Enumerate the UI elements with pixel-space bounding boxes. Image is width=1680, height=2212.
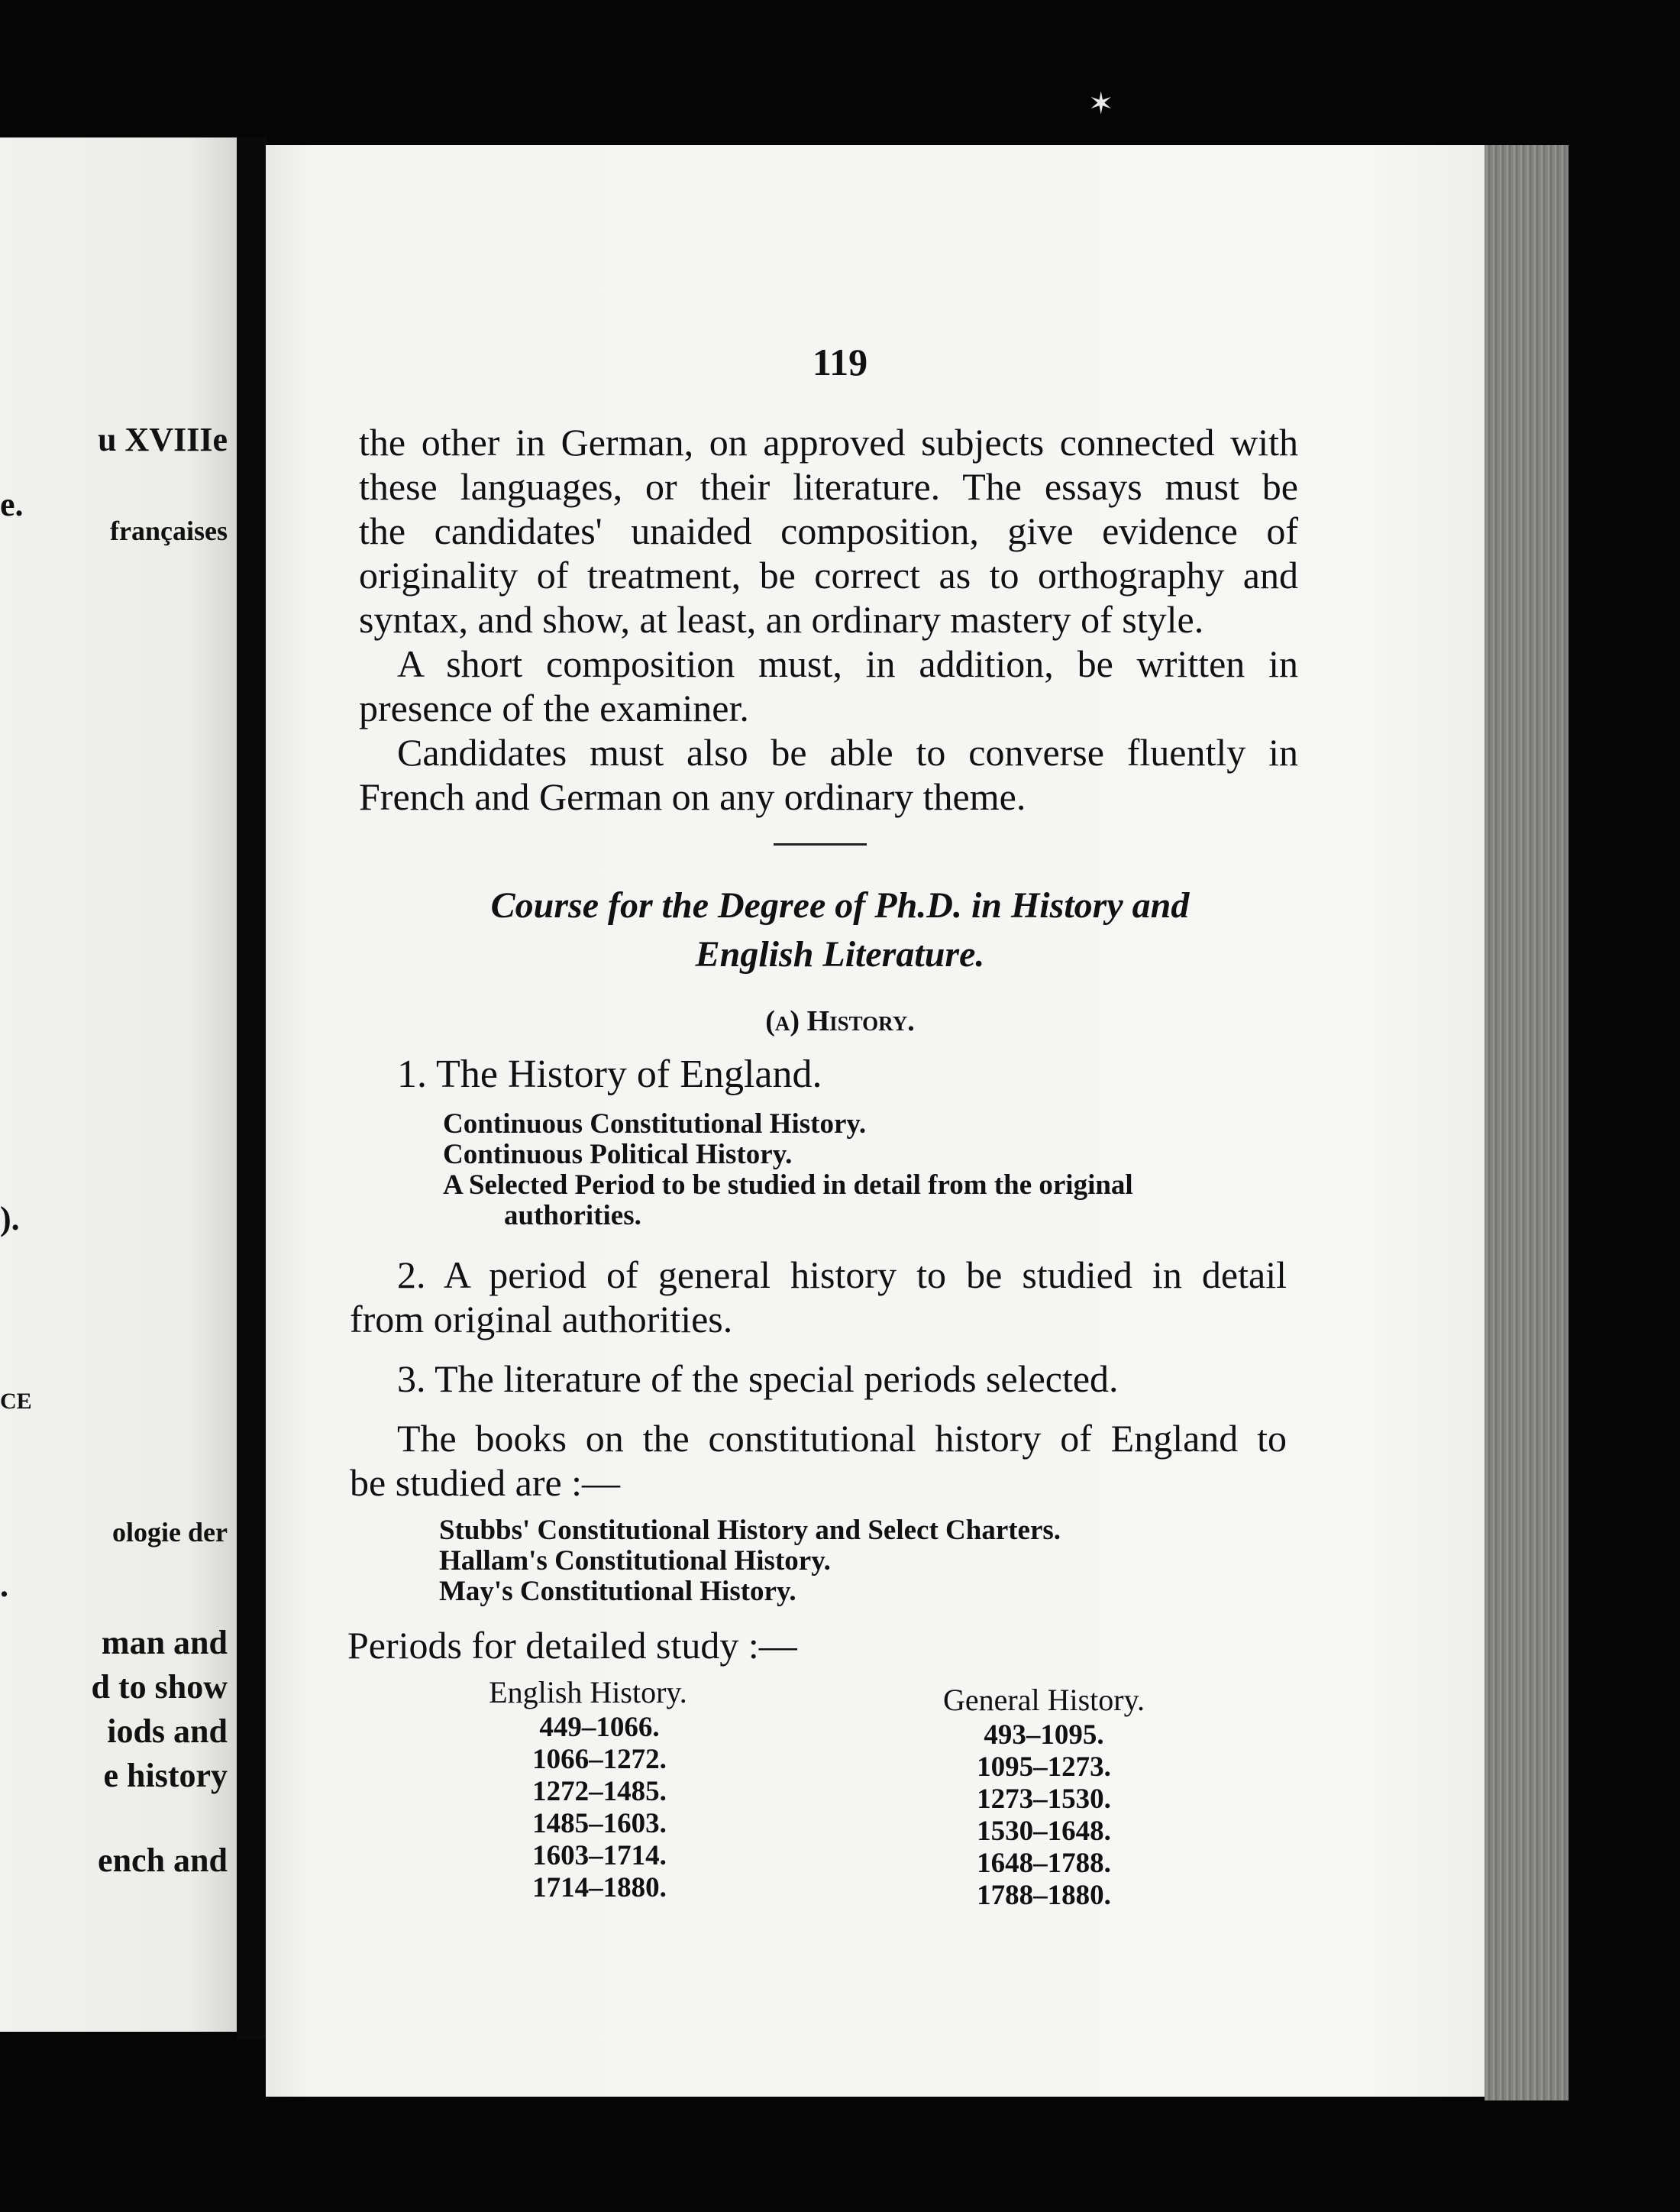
left-page-line: françaises — [110, 516, 228, 546]
left-page-line: e. — [0, 486, 24, 523]
left-page-line: . — [0, 1567, 8, 1604]
books-intro-line: The books on the constitutional history of England to — [397, 1417, 1287, 1460]
left-page-line: ). — [0, 1200, 20, 1237]
book-item: May's Constitutional History. — [439, 1576, 796, 1607]
english-period: 1272–1485. — [532, 1776, 667, 1807]
item-2-line: from original authorities. — [350, 1298, 733, 1340]
general-period: 1530–1648. — [977, 1816, 1111, 1847]
general-history-header: General History. — [943, 1683, 1145, 1717]
item-1-sub: A Selected Period to be studied in detail from the original — [443, 1169, 1133, 1201]
course-heading: English Literature. — [695, 934, 985, 975]
book-item: Stubbs' Constitutional History and Select Charters. — [439, 1515, 1061, 1546]
english-period: 449–1066. — [539, 1712, 660, 1743]
english-period: 1714–1880. — [532, 1872, 667, 1903]
left-page-line: ench and — [98, 1842, 228, 1879]
left-page-line: d to show — [91, 1668, 228, 1706]
left-facing-page — [0, 137, 237, 2032]
english-period: 1485–1603. — [532, 1808, 667, 1839]
left-page-line: man and — [101, 1624, 228, 1661]
item-1-title: 1. The History of England. — [397, 1053, 822, 1096]
general-period: 1788–1880. — [977, 1880, 1111, 1911]
left-page-line: CE — [0, 1389, 32, 1414]
item-1-sub: Continuous Political History. — [443, 1139, 793, 1170]
english-history-header: English History. — [489, 1675, 687, 1709]
para2-line: presence of the examiner. — [359, 687, 749, 729]
intro-line: these languages, or their literature. The essays must be — [359, 465, 1298, 508]
left-page-line: iods and — [107, 1712, 228, 1750]
general-period: 493–1095. — [984, 1719, 1104, 1751]
item-1-sub: Continuous Constitutional History. — [443, 1108, 867, 1140]
english-period: 1066–1272. — [532, 1744, 667, 1775]
books-intro-line: be studied are :— — [350, 1461, 621, 1504]
para3-line: French and German on any ordinary theme. — [359, 775, 1026, 818]
intro-line: the candidates' unaided composition, give evidence of — [359, 509, 1298, 552]
intro-line: originality of treatment, be correct as to orthography and — [359, 554, 1298, 597]
section-divider — [774, 843, 867, 846]
periods-heading: Periods for detailed study :— — [347, 1624, 797, 1667]
page-number: 119 — [812, 341, 868, 383]
intro-line: the other in German, on approved subjects connected with — [359, 421, 1298, 464]
left-page-line: u XVIIIe — [98, 421, 228, 458]
left-page-line: e history — [103, 1757, 228, 1794]
general-period: 1273–1530. — [977, 1784, 1111, 1815]
intro-line: syntax, and show, at least, an ordinary mastery of style. — [359, 598, 1204, 641]
english-period: 1603–1714. — [532, 1840, 667, 1871]
item-3: 3. The literature of the special periods selected. — [397, 1357, 1119, 1400]
general-period: 1095–1273. — [977, 1751, 1111, 1783]
section-label: (a) History. — [765, 1005, 915, 1037]
para2-line: A short composition must, in addition, be written in — [397, 642, 1298, 685]
para3-line: Candidates must also be able to converse fluently in — [397, 731, 1298, 774]
item-1-sub: authorities. — [504, 1200, 641, 1231]
item-2-line: 2. A period of general history to be studied in detail — [397, 1253, 1287, 1296]
book-item: Hallam's Constitutional History. — [439, 1545, 831, 1577]
scan-mark: ✶ — [1088, 86, 1114, 121]
general-period: 1648–1788. — [977, 1848, 1111, 1879]
book-gutter — [237, 137, 267, 2039]
page-edges — [1485, 145, 1569, 2100]
course-heading: Course for the Degree of Ph.D. in History and — [490, 885, 1190, 926]
left-page-line: ologie der — [112, 1517, 228, 1547]
